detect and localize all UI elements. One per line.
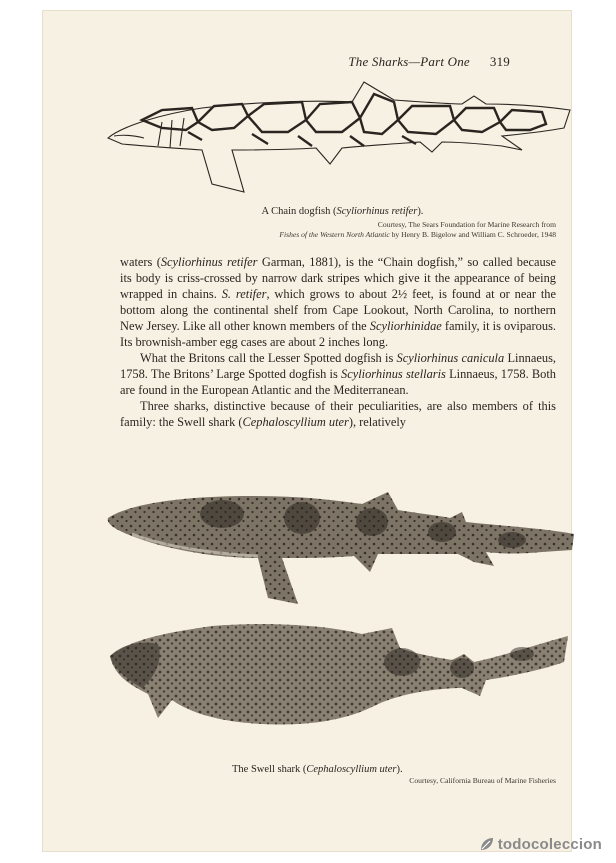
species-name: Scyliorhinus retifer	[160, 255, 258, 269]
running-head-title: The Sharks—Part One	[348, 54, 470, 69]
paragraph	[120, 398, 556, 430]
caption-species: Cephaloscyllium uter	[306, 764, 397, 775]
caption-text: The Swell shark (	[232, 764, 307, 775]
paragraph	[120, 254, 556, 350]
species-name: Scyliorhinus canicula	[396, 351, 505, 365]
credit-line	[152, 230, 556, 240]
credit-book-title: Fishes of the Western North Atlantic	[279, 230, 390, 239]
caption-text: ).	[396, 764, 403, 775]
caption-text: A Chain dogfish (	[261, 206, 337, 217]
species-name: Scyliorhinus stellaris	[341, 367, 446, 381]
figure-2-caption	[232, 764, 403, 775]
paragraph	[120, 350, 556, 398]
running-head	[348, 54, 510, 70]
text-run: Linnaeus, 1758. The Britons’ Large Spotted dogfish is	[120, 351, 556, 381]
text-run: Linnaeus, 1758. Both are found in the European Atlantic and the Mediterranean.	[120, 367, 556, 397]
text-run: family, it is oviparous. Its brownish-amber egg cases are about 2 inches long.	[120, 319, 556, 349]
text-run: Three sharks, distinctive because of their peculiarities, are also members of this family: the Swell shark (	[120, 399, 556, 429]
text-run: ), relatively	[348, 415, 406, 429]
figure-1-caption	[120, 206, 565, 217]
credit-authors: by Henry B. Bigelow and William C. Schroeder, 1948	[389, 230, 556, 239]
book-page	[42, 10, 572, 852]
species-name: Scyliorhinidae	[369, 319, 442, 333]
leaf-logo-icon	[479, 836, 495, 852]
caption-species: Scyliorhinus retifer	[336, 206, 418, 217]
text-run: What the Britons call the Lesser Spotted dogfish is	[140, 351, 397, 365]
species-name: Cephaloscyllium uter	[242, 415, 349, 429]
swell-shark-photo-inflated	[102, 622, 577, 772]
page-number: 319	[489, 54, 510, 69]
watermark	[479, 836, 602, 853]
figure-1-credit	[152, 220, 556, 240]
caption-text: ).	[417, 206, 424, 217]
text-run: waters (	[120, 255, 161, 269]
chain-dogfish-illustration	[102, 80, 572, 200]
credit-line: Courtesy, The Sears Foundation for Marine Research from	[377, 220, 556, 229]
species-name: S. retifer	[221, 287, 267, 301]
text-run: , which grows to about 2½ feet, is found at or near the bottom along the continental shelf from Cape Lookout, North Carolina, to northern New Jersey. Like all other known members of the	[120, 287, 557, 333]
watermark-text: todocoleccion	[497, 836, 602, 853]
figure-2-credit: Courtesy, California Bureau of Marine Fisheries	[409, 776, 556, 785]
text-run: Garman, 1881), is the “Chain dogfish,” so called because its body is criss-crossed by narrow dark stripes which give it the appearance of being wrapped in chains.	[120, 255, 557, 301]
body-text	[120, 254, 556, 430]
swell-shark-photo-side	[102, 488, 577, 618]
